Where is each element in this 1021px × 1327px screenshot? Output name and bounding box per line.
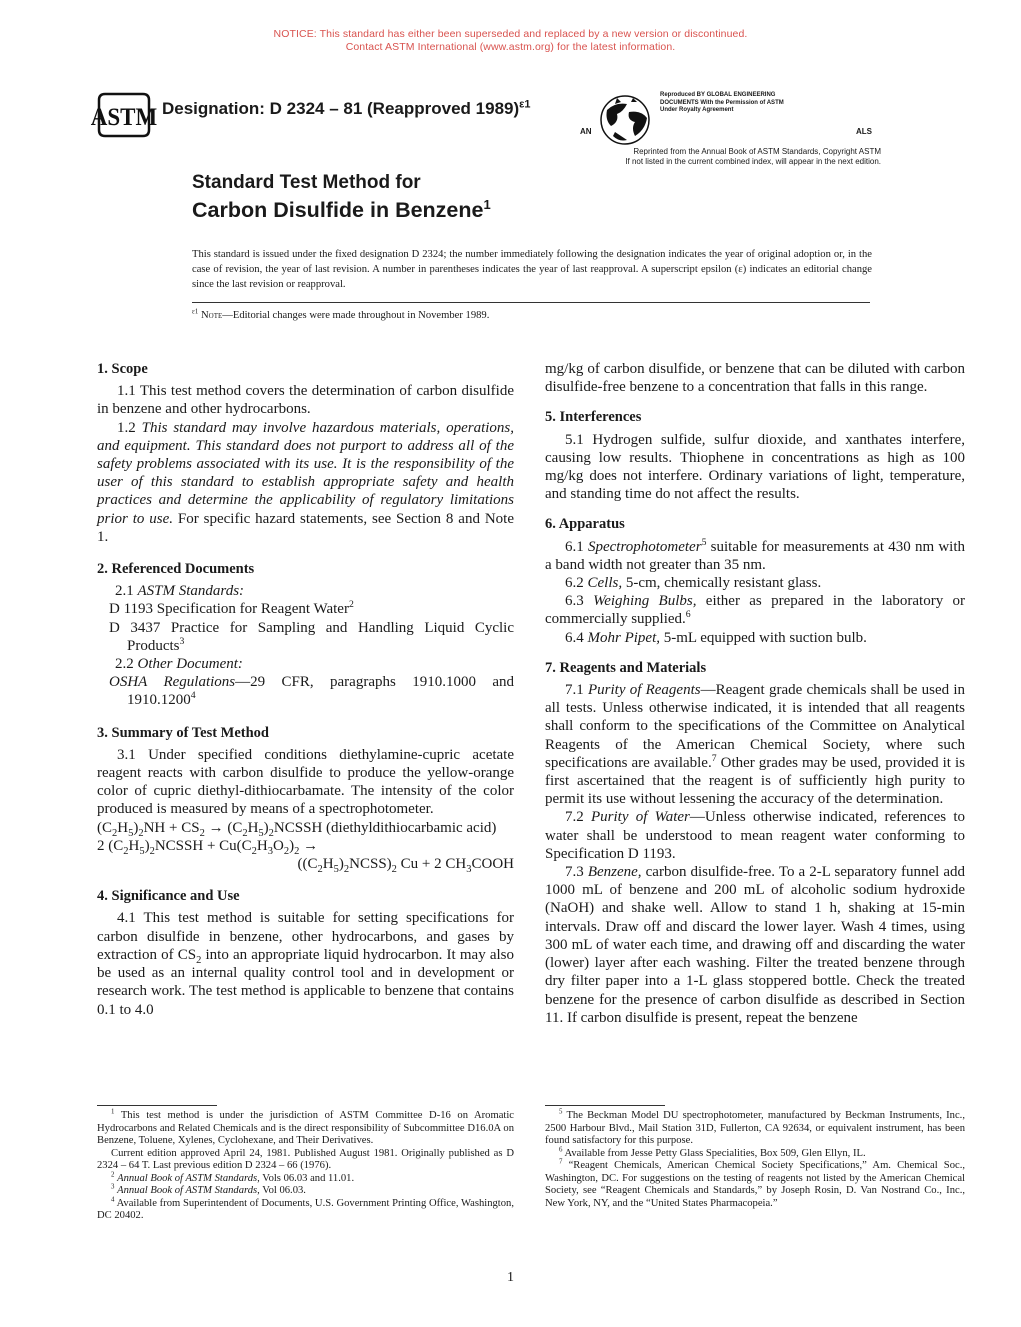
footnote-rule-right (545, 1105, 665, 1106)
ref-osha-sup: 4 (190, 690, 196, 702)
section-3-title: 3. Summary of Test Method (97, 724, 269, 741)
ref-osha-text: —29 CFR, paragraphs 1910.1000 and 1910.1200 (127, 674, 515, 709)
para-7-1-italic: Purity of Reagents (587, 682, 701, 699)
ref-d3437-sup: 3 (179, 635, 185, 647)
section-4-title: 4. Significance and Use (97, 888, 240, 905)
ref-d1193 (97, 600, 514, 618)
reprinted-notice (535, 147, 881, 167)
para-1-2 (97, 419, 514, 546)
para-6-3-text: either as prepared in the laboratory or commercially supplied. (545, 593, 966, 628)
astm-logo (90, 92, 158, 138)
para-7-3 (545, 863, 965, 1027)
note-label: Note (200, 310, 223, 321)
footnote-2: $^2$ Annual Book of ASTM Standards, Vols 06.03 and 11.01. (111, 1170, 355, 1184)
para-6-4-italic: Mohr Pipet, (587, 629, 660, 646)
left-column (97, 360, 514, 1019)
para-7-1-sup: 7 (711, 752, 717, 764)
section-2-title: 2. Referenced Documents (97, 561, 255, 578)
para-6-3-sup: 6 (685, 609, 691, 621)
section-7-title: 7. Reagents and Materials (545, 659, 707, 676)
para-6-3-italic: Weighing Bulbs, (593, 593, 697, 610)
section-1-title: 1. Scope (97, 361, 148, 377)
para-2-2-italic: Other Document: (137, 656, 243, 673)
equation-2: 2 $(C_2H_5)_2NCSSH + Cu(C_2H_3O_2)_2$ → (97, 837, 319, 857)
para-7-3-text: carbon disulfide-free. To a 2-L separatory funnel add 1000 mL of benzene and 200 mL of alcoholic sodium hydroxide (NaOH) and shake well. Allow to stand 1 h, shaking at 15-min intervals. Draw off and discard the lower layer. Wash 4 times, using 300 mL of water each time, and drawing off and discarding the water (lower) layer after each washing. Filter the treated benzene through dry filter paper into a 1-L glass stoppered bottle. Check the treated benzene for the presence of carbon disulfide as described in Section 11. If carbon disulfide is present, repeat the benzene (545, 864, 966, 1026)
footnote-3-italic: Annual Book of ASTM Standards, (117, 1185, 260, 1196)
para-7-1-text-2: Other grades may be used, provided it is first ascertained that the reagent is of sufficiently high purity to permit its use without lessening the accuracy of the determination. (545, 754, 965, 808)
footnote-5: $^5$ The Beckman Model DU spectrophotometer, manufactured by Beckman Instruments, Inc., 2500 Harbour Blvd., Mail Station 31D, Fullerton, CA 92634, or equivalent instrument, has been found satisfactory for this purpose. (545, 1108, 965, 1146)
equation-1: $(C_2H_5)_2NH + CS_2$ → $(C_2H_5)_2NCSSH$ (diethyldithiocarbamic acid) (97, 819, 497, 839)
ref-d1193-text: D 1193 Specification for Reagent Water (109, 601, 349, 618)
footnote-1-text: This test method is under the jurisdiction of ASTM Committee D-16 on Aromatic Hydrocarbons and Related Chemicals and is the direct responsibility of Subcommittee D16.0A on Benzene, Toluene, Xylenes, Cyclohexane, and Their Derivatives. (97, 1110, 514, 1146)
footnotes-right (545, 1105, 965, 1210)
globe-icon (597, 92, 653, 148)
para-6-4-num: 6.4 (565, 629, 584, 646)
para-7-3-italic: Benzene, (587, 864, 642, 881)
para-6-3 (545, 592, 965, 628)
para-1-2-tail: For specific hazard statements, see Section 8 and Note 1. (97, 510, 514, 545)
repro-left-mark: AN (580, 127, 592, 136)
para-6-1-text: suitable for measurements at 430 nm with a band width not greater than 35 nm. (545, 538, 966, 573)
para-6-2-num: 6.2 (565, 575, 584, 592)
para-2-1 (97, 582, 514, 600)
para-1-1: 1.1 This test method covers the determination of carbon disulfide in benzene and other hydrocarbons. (97, 383, 514, 418)
logo-text: ASTM (90, 103, 158, 132)
title-footnote-ref: 1 (483, 196, 491, 212)
para-4-1-a: 4.1 This test method is suitable for setting specifications for carbon disulfide in benzene, other hydrocarbons, and gases by extraction of CS (97, 910, 514, 963)
ref-d1193-sup: 2 (348, 599, 354, 611)
ref-osha (97, 673, 514, 709)
notice-line-1: NOTICE: This standard has either been superseded and replaced by a new version or discontinued. (273, 28, 748, 40)
equation-1-note: (diethyldithiocarbamic acid) (326, 819, 497, 836)
section-6-title: 6. Apparatus (545, 516, 625, 533)
designation-epsilon: ε1 (519, 98, 531, 111)
ref-osha-title: OSHA Regulations (109, 674, 236, 691)
note-mark: ε1 (192, 308, 199, 316)
para-6-2-italic: Cells, (587, 575, 623, 592)
para-6-4-text: 5-mL equipped with suction bulb. (660, 629, 867, 646)
para-6-1-num: 6.1 (565, 538, 584, 555)
header-divider (192, 302, 870, 303)
para-6-4 (545, 629, 965, 647)
footnote-2-italic: Annual Book of ASTM Standards, (117, 1172, 260, 1184)
reproduction-stamp: Reproduced BY GLOBAL ENGINEERING DOCUMENTS With the Permission of ASTM Under Royalty Agreement (660, 92, 784, 114)
para-6-1-italic: Spectrophotometer (587, 538, 702, 555)
footnote-7-text: “Reagent Chemicals, American Chemical Society Specifications,” Am. Chemical Soc., Washington, DC. For suggestions on the testing of reagents not listed by the American Chemical Society, see “Reagent Chemicals and Standards,” by Joseph Rosin, D. Van Nostrand Co., Inc., New York, NY, and the “United States Pharmacopeia.” (545, 1160, 965, 1209)
para-2-2-num: 2.2 (115, 656, 134, 673)
page-number: 1 (507, 1270, 514, 1285)
footnotes-left (97, 1105, 514, 1223)
title-main: Carbon Disulfide in Benzene (192, 198, 484, 222)
right-column (545, 360, 965, 1027)
para-3-1: 3.1 Under specified conditions diethylamine-cupric acetate reagent reacts with carbon disulfide to produce the yellow-orange color of cupric diethyl-dithiocarbamate. The intensity of the color produced is measured by means of a spectrophotometer. (97, 746, 514, 818)
para-7-1 (545, 681, 965, 808)
ref-d3437 (97, 619, 514, 655)
footnote-5-text: The Beckman Model DU spectrophotometer, manufactured by Beckman Instruments, Inc., 2500 Harbour Blvd., Mail Station 31D, Fullerton, CA 92634, or equivalent instrument, has been found satisfactory for this purpose. (545, 1110, 965, 1146)
footnote-3-text: Vol 06.03. (259, 1185, 306, 1196)
para-2-1-italic: ASTM Standards: (137, 583, 245, 600)
para-2-1-num: 2.1 (115, 583, 134, 600)
notice-line-2: Contact ASTM International (www.astm.org) for the latest information. (345, 41, 676, 53)
footnote-3: $^3$ Annual Book of ASTM Standards, Vol 06.03. (111, 1183, 306, 1196)
footnote-1: $^1$ This test method is under the jurisdiction of ASTM Committee D-16 on Aromatic Hydrocarbons and Related Chemicals and is the direct responsibility of Subcommittee D16.0A on Benzene, Toluene, Xylenes, Cyclohexane, and Their Derivatives. (97, 1108, 514, 1146)
para-7-2-num: 7.2 (565, 809, 584, 826)
designation (162, 99, 530, 119)
para-7-2 (545, 808, 965, 863)
editorial-note (192, 310, 489, 321)
section-5-title: 5. Interferences (545, 409, 642, 426)
issuance-statement: This standard is issued under the fixed designation D 2324; the number immediately following the designation indicates the year of original adoption or, in the case of revision, the year of last revision. A number in parentheses indicates the year of last reapproval. A superscript epsilon (ε) indicates an editorial change since the last revision or reapproval. (192, 249, 872, 290)
footnote-6-text: Available from Jesse Petty Glass Specialities, Box 509, Glen Ellyn, IL. (564, 1147, 866, 1159)
title-line-2 (192, 198, 491, 223)
ref-d3437-text: D 3437 Practice for Sampling and Handling Liquid Cyclic Products (109, 619, 514, 654)
para-4-1-b: into an appropriate liquid hydrocarbon. It may also be used as an internal quality control tool and in development or research work. The test method is applicable to benzene that contains 0.1 to 4.0 (97, 946, 514, 1018)
designation-text: Designation: D 2324 – 81 (Reapproved 1989) (162, 99, 520, 118)
para-6-1 (545, 538, 965, 574)
footnote-4: $^4$ Available from Superintendent of Documents, U.S. Government Printing Office, Washington, DC 20402. (97, 1195, 514, 1221)
safety-caveat: This standard may involve hazardous materials, operations, and equipment. This standard does not purport to address all of the safety problems associated with its use. It is the responsibility of the user of this standard to establish appropriate safety and health practices and determine the applicability of regulatory limitations prior to use. (97, 419, 514, 527)
para-4-1: 4.1 This test method is suitable for setting specifications for carbon disulfide in benzene, other hydrocarbons, and gases by extraction of $CS_2$ into an appropriate liquid hydrocarbon. It may also be used as an internal quality control tool and in development or research work. The test method is applicable to benzene that contains 0.1 to 4.0 (97, 910, 514, 1018)
footnote-4-text: Available from Superintendent of Documents, U.S. Government Printing Office, Washington, DC 20402. (97, 1197, 514, 1221)
para-6-1-sup: 5 (701, 536, 707, 548)
footnote-2-text: Vols 06.03 and 11.01. (259, 1172, 355, 1184)
para-5-1: 5.1 Hydrogen sulfide, sulfur dioxide, and xanthates interfere, causing low results. Thiophene in concentrations as high as 100 mg/kg does not interfere. Ordinary variations of light, temperature, and standing time do not affect the results. (545, 431, 965, 503)
footnote-6: $^6$ Available from Jesse Petty Glass Specialities, Box 509, Glen Ellyn, IL. (559, 1145, 866, 1159)
para-7-1-text: —Reagent grade chemicals shall be used in all tests. Unless otherwise indicated, it is intended that all reagents shall conform to the specifications of the Committee on Analytical Reagents of the American Chemical Society, where such specifications are available. (545, 682, 965, 771)
title-line-1: Standard Test Method for (192, 172, 421, 193)
footnote-rule-left (97, 1105, 217, 1106)
para-7-1-num: 7.1 (565, 682, 584, 699)
para-6-2 (545, 574, 965, 592)
note-text: —Editorial changes were made throughout in November 1989. (222, 310, 490, 321)
reprinted-line-2: If not listed in the current combined index, will appear in the next edition. (625, 157, 881, 166)
repro-right-mark: ALS (856, 127, 872, 136)
para-6-3-num: 6.3 (565, 593, 584, 610)
equation-2-product: $((C_2H_5)_2NCSS)_2$ Cu + 2 $CH_3COOH$ (297, 856, 514, 876)
supersede-notice (0, 28, 1021, 54)
footnote-1-edition: Current edition approved April 24, 1981. Published August 1981. Originally published as D 2324 – 64 T. Last previous edition D 2324 – 66 (1976). (97, 1147, 514, 1171)
para-2-2 (97, 655, 514, 673)
reprinted-line-1: Reprinted from the Annual Book of ASTM Standards, Copyright ASTM (633, 147, 881, 156)
para-7-2-text: —Unless otherwise indicated, references to water shall be understood to mean reagent water conforming to Specification D 1193. (545, 809, 965, 862)
para-6-2-text: 5-cm, chemically resistant glass. (622, 575, 822, 592)
para-4-1-continued: mg/kg of carbon disulfide, or benzene that can be diluted with carbon disulfide-free benzene to a concentration that falls in this range. (545, 361, 965, 396)
para-1-2-num: 1.2 (117, 419, 136, 436)
para-7-3-num: 7.3 (565, 864, 584, 881)
footnote-7: $^7$ “Reagent Chemicals, American Chemical Society Specifications,” Am. Chemical Soc., Washington, DC. For suggestions on the testing of reagents not listed by the American Chemical Society, see “Reagent Chemicals and Standards,” by Joseph Rosin, D. Van Nostrand Co., Inc., New York, NY, and the “United States Pharmacopeia.” (545, 1158, 965, 1209)
para-7-2-italic: Purity of Water (590, 809, 690, 826)
